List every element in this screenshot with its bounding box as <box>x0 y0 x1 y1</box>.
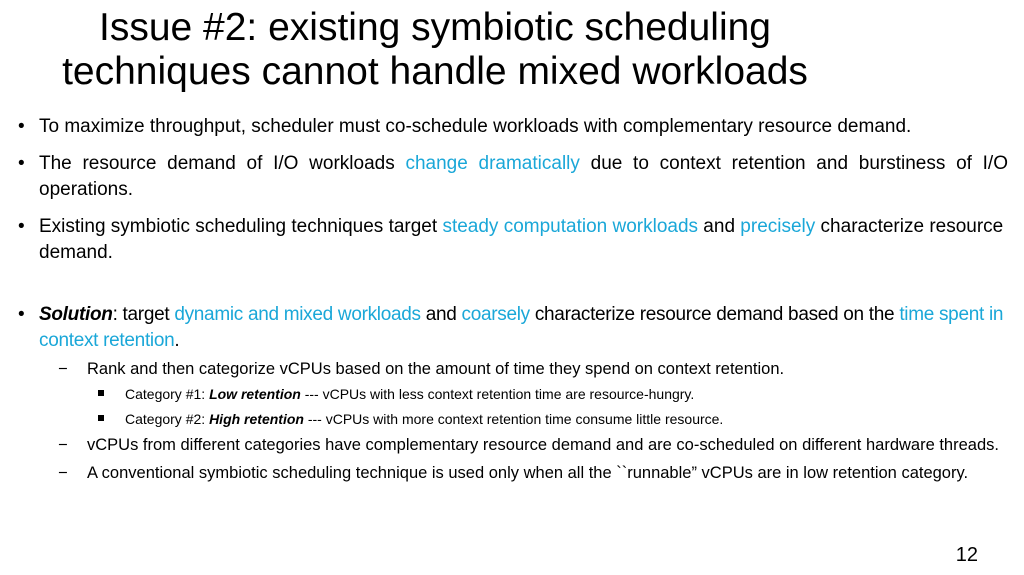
bullet-text: To maximize throughput, scheduler must co-schedule workloads with complementary resource demand. <box>39 116 912 137</box>
sub-bullet-dash: − <box>58 464 68 482</box>
bullet-dot: • <box>18 216 25 237</box>
category-name: High retention <box>209 411 304 427</box>
bullet-text: and <box>698 216 741 237</box>
highlight-text: dynamic and mixed workloads <box>174 304 421 325</box>
bullet-text: . <box>174 330 180 351</box>
bullet-resource-demand <box>18 151 1008 203</box>
sub-bullet-text: vCPUs from different categories have complementary resource demand and are co-scheduled on different hardware threads. <box>87 436 999 454</box>
bullet-dot: • <box>18 116 25 137</box>
highlight-text: time spent in context retention <box>39 304 1004 351</box>
bullet-existing-techniques <box>18 214 1008 266</box>
slide-title <box>0 6 870 94</box>
bullet-text: and <box>420 304 462 325</box>
slide-body <box>18 114 1008 485</box>
highlight-text: steady computation workloads <box>442 216 699 237</box>
bullet-text: characterize resource demand. <box>39 216 1004 263</box>
bullet-throughput <box>18 114 1008 140</box>
category-text: Category #2: <box>125 411 210 427</box>
square-bullet-icon <box>98 415 104 421</box>
title-line-1: Issue #2: existing symbiotic scheduling <box>98 6 771 49</box>
page-number: 12 <box>955 544 978 566</box>
sub-bullet-conventional <box>18 462 1008 485</box>
sub-bullet-text: Rank and then categorize vCPUs based on the amount of time they spend on context retention. <box>87 360 785 378</box>
category-2-item <box>18 410 1008 429</box>
category-text: Category #1: <box>125 386 210 402</box>
sub-bullet-dash: − <box>58 436 68 454</box>
bullet-text: characterize resource demand based on the <box>529 304 900 325</box>
bullet-text: Existing symbiotic scheduling techniques target <box>39 216 443 237</box>
bullet-dot: • <box>18 153 25 174</box>
category-text: --- vCPUs with more context retention time consume little resource. <box>303 411 724 427</box>
bullet-text: due to context retention and burstiness of I/O operations. <box>39 153 1008 200</box>
category-name: Low retention <box>209 386 301 402</box>
highlight-text: coarsely <box>461 304 530 325</box>
bullet-text: : target <box>112 304 175 325</box>
category-1-item <box>18 385 1008 404</box>
sub-bullet-text: A conventional symbiotic scheduling technique is used only when all the ``runnable” vCPUs are in low retention category. <box>87 464 969 482</box>
sub-bullet-dash: − <box>58 360 68 378</box>
highlight-text: change dramatically <box>405 153 580 174</box>
square-bullet-icon <box>98 390 104 396</box>
title-line-2: techniques cannot handle mixed workloads <box>62 50 808 93</box>
solution-label: Solution <box>39 304 113 325</box>
bullet-dot: • <box>18 304 25 325</box>
sub-bullet-complementary <box>18 434 1008 457</box>
bullet-solution <box>18 302 1008 354</box>
category-text: --- vCPUs with less context retention time are resource-hungry. <box>300 386 695 402</box>
sub-bullet-rank <box>18 358 1008 381</box>
highlight-text: precisely <box>740 216 816 237</box>
bullet-text: The resource demand of I/O workloads <box>39 153 406 174</box>
